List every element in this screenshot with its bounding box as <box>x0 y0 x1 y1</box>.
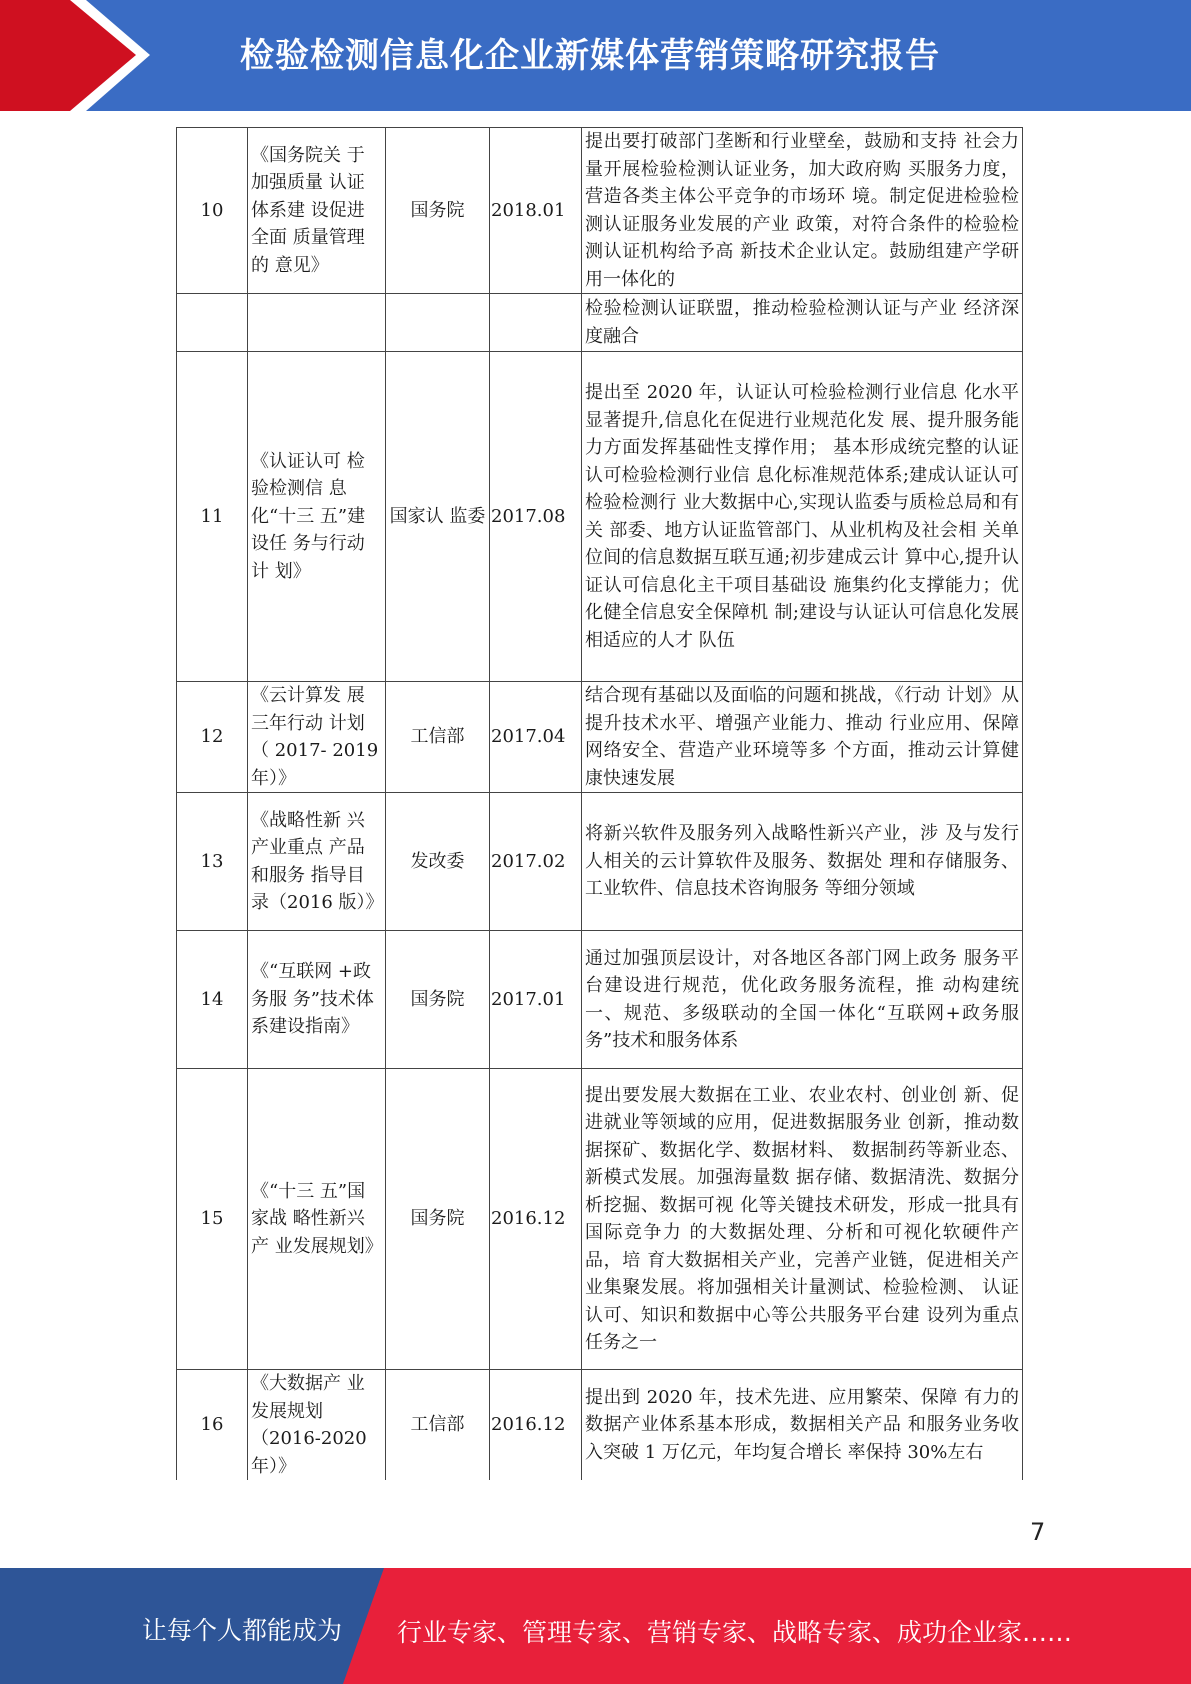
issue-date: 2016.12 <box>490 1370 582 1481</box>
row-number: 16 <box>177 1370 248 1481</box>
row-number: 12 <box>177 682 248 793</box>
table-row <box>177 128 1023 294</box>
issue-date: 2018.01 <box>490 128 582 294</box>
issuing-org: 国务院 <box>386 128 490 294</box>
footer-slogan-left: 让每个人都能成为 <box>142 1616 343 1645</box>
table-row <box>177 793 1023 931</box>
policy-table <box>176 127 1023 1480</box>
table-row <box>177 682 1023 793</box>
policy-name: 《大数据产 业发展规划（2016-2020 年）》 <box>248 1370 386 1481</box>
table-row <box>177 1069 1023 1370</box>
issuing-org: 发改委 <box>386 793 490 931</box>
issue-date: 2017.02 <box>490 793 582 931</box>
table-row <box>177 931 1023 1069</box>
policy-description: 提出要发展大数据在工业、农业农村、创业创 新、促进就业等领域的应用，促进数据服务业 创新，推动数据探矿、数据化学、数据材料、 数据制药等新业态、新模式发展。加强海量数 据存储、数据清洗、数据分析挖掘、数据可视 化等关键技术研发，形成一批具有国际竞争力 的大数据处理、分析和可视化软硬件产品，培 育大数据相关产业，完善产业链，促进相关产 业集聚发展。将加强相关计量测试、检验检测、 认证认可、知识和数据中心等公共服务平台建 设列为重点任务之一 <box>582 1069 1023 1370</box>
issuing-org: 国务院 <box>386 1069 490 1370</box>
policy-description: 检验检测认证联盟，推动检验检测认证与产业 经济深度融合 <box>582 294 1023 352</box>
row-number: 10 <box>177 128 248 294</box>
table-row <box>177 352 1023 682</box>
header-banner <box>0 0 1191 111</box>
report-title: 检验检测信息化企业新媒体营销策略研究报告 <box>240 36 940 76</box>
policy-description: 将新兴软件及服务列入战略性新兴产业，涉 及与发行人相关的云计算软件及服务、数据处 理和存储服务、工业软件、信息技术咨询服务 等细分领域 <box>582 793 1023 931</box>
policy-name: 《“互联网 +政务服 务”技术体 系建设指南》 <box>248 931 386 1069</box>
issuing-org: 国家认 监委 <box>386 352 490 682</box>
policy-name: 《云计算发 展三年行动 计划（ 2017- 2019 年）》 <box>248 682 386 793</box>
row-number <box>177 294 248 352</box>
policy-name: 《“十三 五”国家战 略性新兴产 业发展规划》 <box>248 1069 386 1370</box>
footer-slogan-right: 行业专家、管理专家、营销专家、战略专家、成功企业家…… <box>397 1618 1073 1647</box>
issue-date <box>490 294 582 352</box>
table-row <box>177 1370 1023 1481</box>
page-number: 7 <box>1030 1518 1046 1546</box>
policy-description: 提出到 2020 年，技术先进、应用繁荣、保障 有力的数据产业体系基本形成，数据相关产品 和服务业务收入突破 1 万亿元，年均复合增长 率保持 30%左右 <box>582 1370 1023 1481</box>
issuing-org: 工信部 <box>386 682 490 793</box>
policy-name: 《国务院关 于加强质量 认证体系建 设促进全面 质量管理的 意见》 <box>248 128 386 294</box>
footer-banner <box>0 1568 1191 1684</box>
issue-date: 2017.04 <box>490 682 582 793</box>
policy-description: 结合现有基础以及面临的问题和挑战，《行动 计划》从提升技术水平、增强产业能力、推动 行业应用、保障网络安全、营造产业环境等多 个方面，推动云计算健康快速发展 <box>582 682 1023 793</box>
policy-description: 提出要打破部门垄断和行业壁垒，鼓励和支持 社会力量开展检验检测认证业务，加大政府购 买服务力度，营造各类主体公平竞争的市场环 境。制定促进检验检测认证服务业发展的产业 政策，对符合条件的检验检测认证机构给予高 新技术企业认定。鼓励组建产学研用一体化的 <box>582 128 1023 294</box>
row-number: 11 <box>177 352 248 682</box>
issuing-org <box>386 294 490 352</box>
issuing-org: 国务院 <box>386 931 490 1069</box>
issue-date: 2016.12 <box>490 1069 582 1370</box>
policy-description: 通过加强顶层设计，对各地区各部门网上政务 服务平台建设进行规范，优化政务服务流程，推 动构建统一、规范、多级联动的全国一体化“互联网+政务服务”技术和服务体系 <box>582 931 1023 1069</box>
issue-date: 2017.01 <box>490 931 582 1069</box>
issue-date: 2017.08 <box>490 352 582 682</box>
row-number: 14 <box>177 931 248 1069</box>
policy-description: 提出至 2020 年，认证认可检验检测行业信息 化水平显著提升,信息化在促进行业规范化发 展、提升服务能力方面发挥基础性支撑作用； 基本形成统完整的认证认可检验检测行业信 息化标准规范体系;建成认证认可检验检测行 业大数据中心,实现认监委与质检总局和有关 部委、地方认证监管部门、从业机构及社会相 关单位间的信息数据互联互通;初步建成云计 算中心,提升认证认可信息化主干项目基础设 施集约化支撑能力；优化健全信息安全保障机 制;建设与认证认可信息化发展相适应的人才 队伍 <box>582 352 1023 682</box>
policy-name: 《认证认可 检验检测信 息化“十三 五”建设任 务与行动计 划》 <box>248 352 386 682</box>
policy-name <box>248 294 386 352</box>
table-row <box>177 294 1023 352</box>
issuing-org: 工信部 <box>386 1370 490 1481</box>
row-number: 15 <box>177 1069 248 1370</box>
row-number: 13 <box>177 793 248 931</box>
policy-name: 《战略性新 兴产业重点 产品和服务 指导目录（2016 版）》 <box>248 793 386 931</box>
